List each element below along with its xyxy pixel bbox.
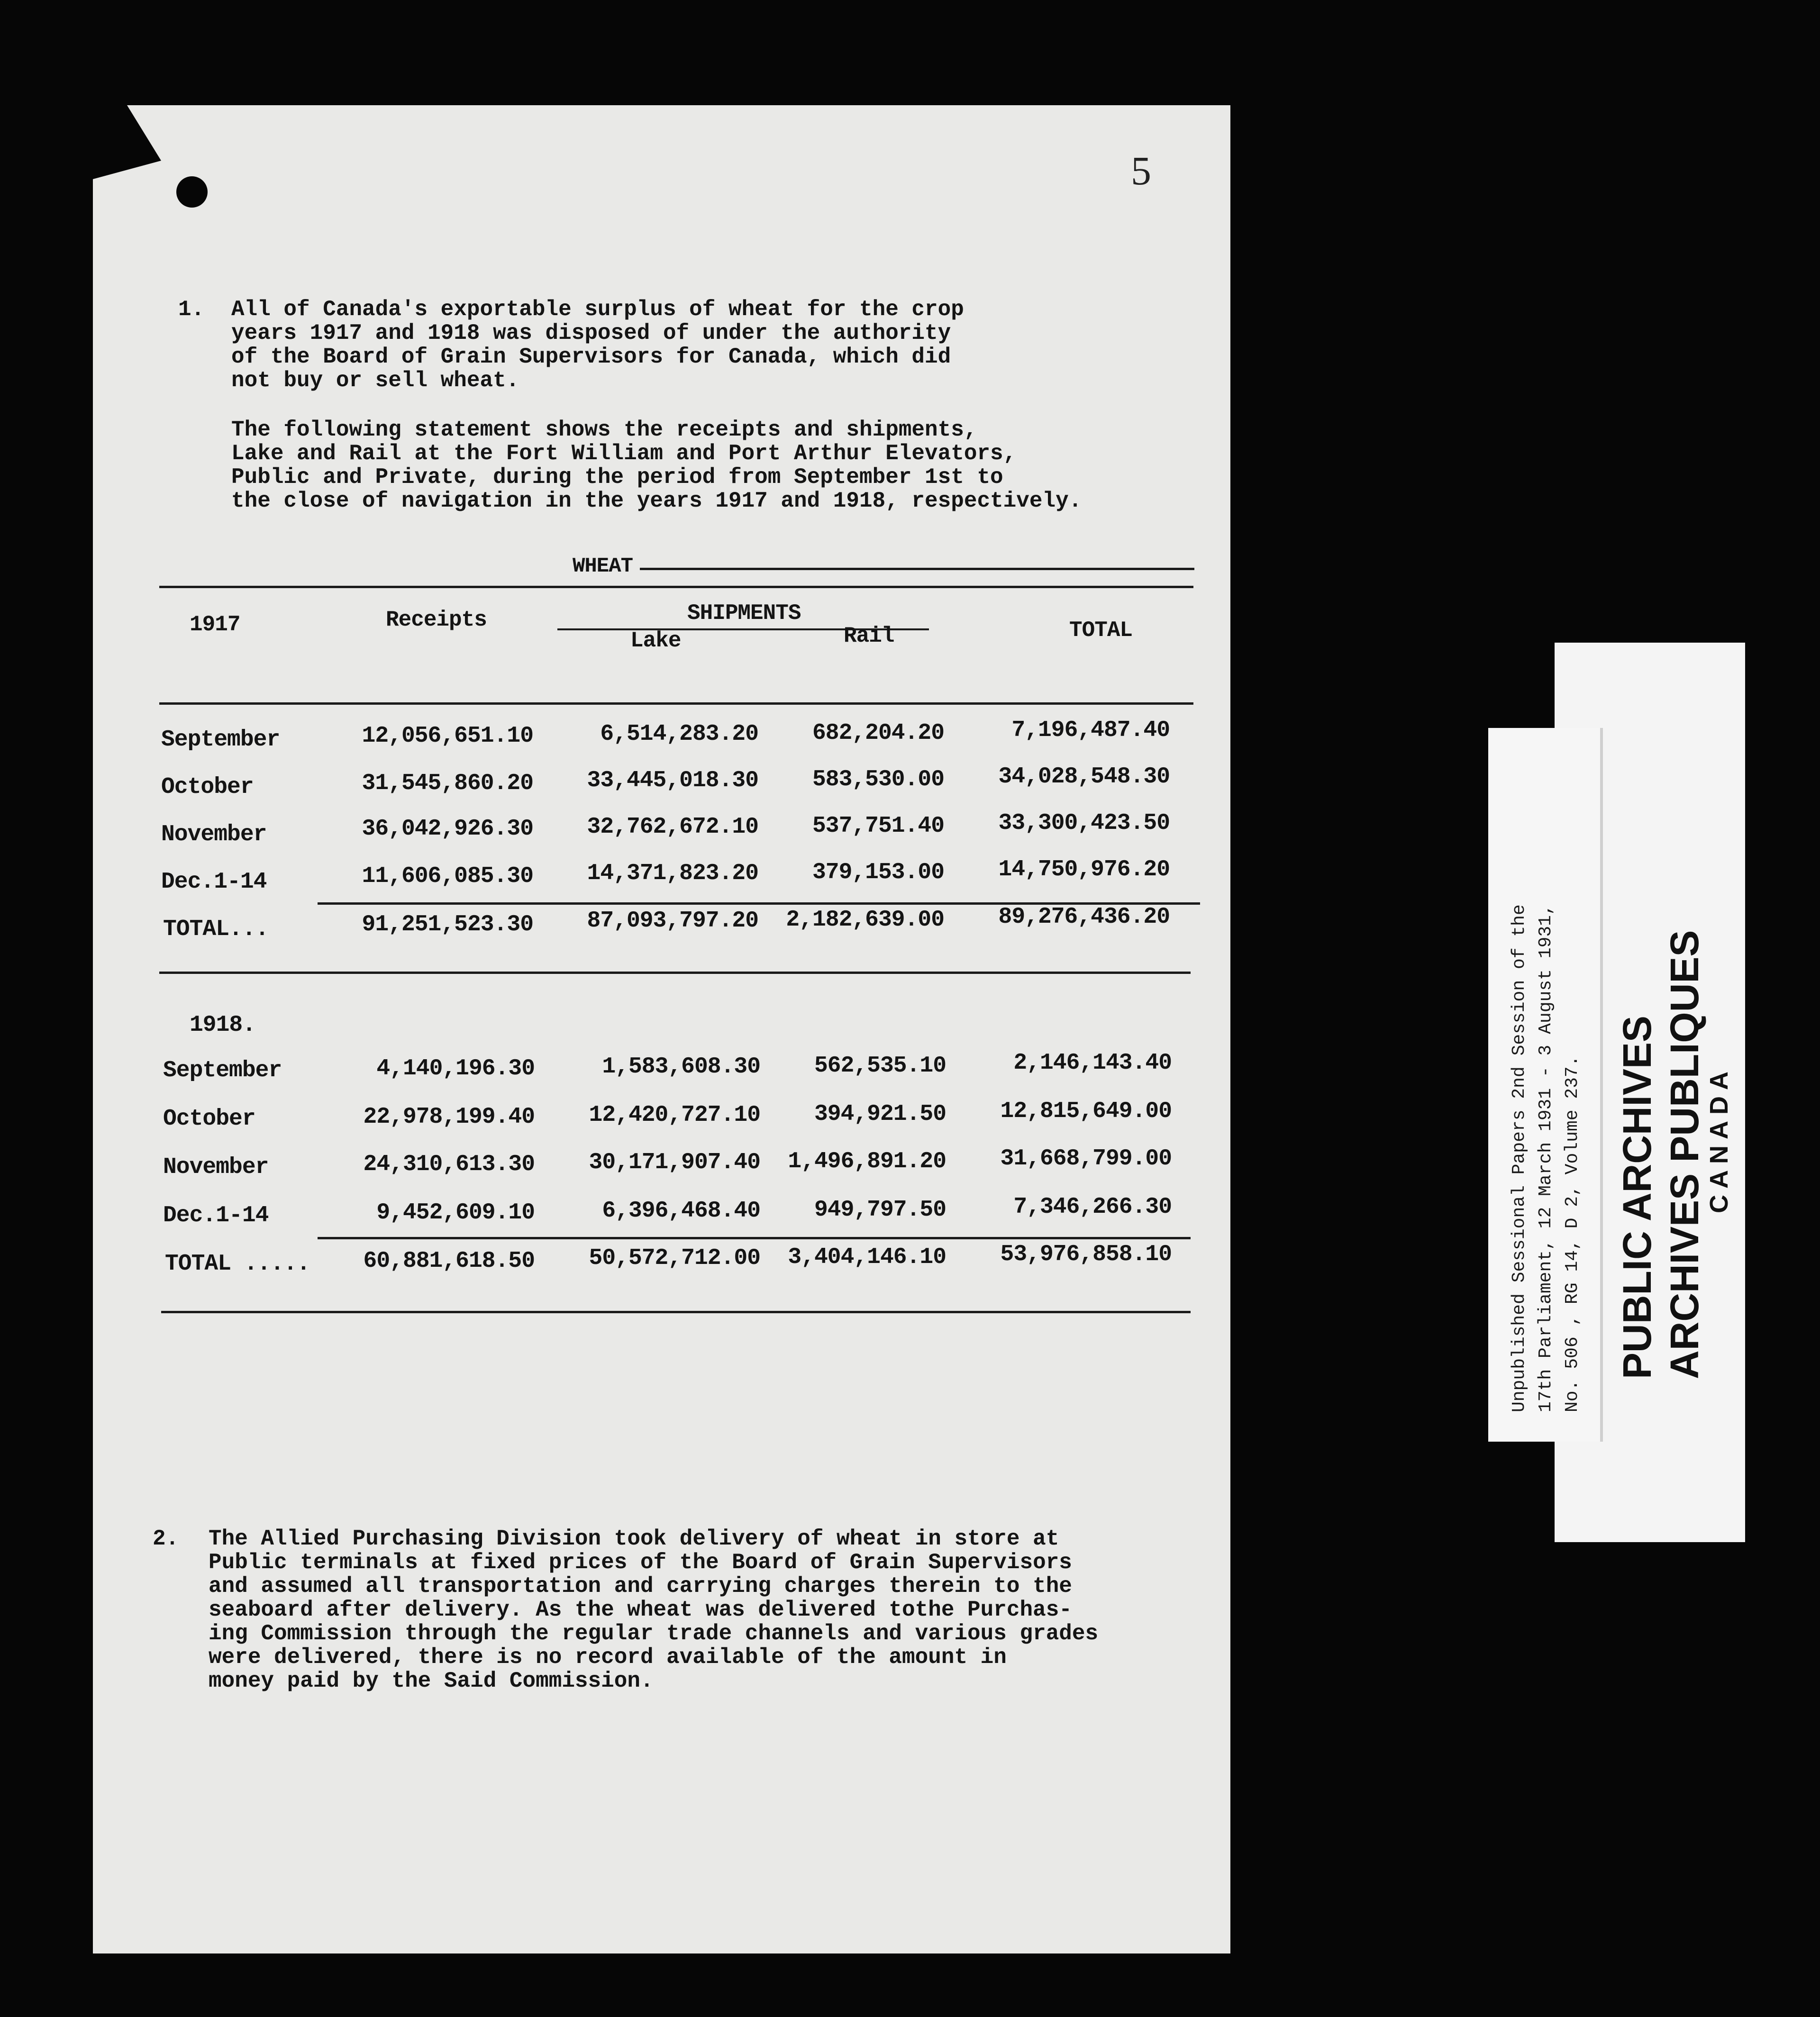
lake-value: 12,420,727.10 [589, 1102, 760, 1128]
rail-value: 562,535.10 [814, 1053, 946, 1079]
lake-value: 87,093,797.20 [587, 908, 758, 934]
receipts-value: 9,452,609.10 [376, 1200, 535, 1226]
rail-value: 379,153.00 [812, 860, 944, 885]
shipments-header: SHIPMENTS [687, 601, 801, 626]
row-label: November [163, 1154, 269, 1180]
total-header: TOTAL [1069, 618, 1133, 643]
lake-value: 33,445,018.30 [587, 768, 758, 793]
lake-value: 32,762,672.10 [587, 814, 758, 840]
paragraph-2-number: 2. [153, 1526, 179, 1551]
canada-line: C A N A D A [1705, 1072, 1733, 1213]
lake-value: 50,572,712.00 [589, 1245, 760, 1271]
public-archives-line: PUBLIC ARCHIVES [1615, 1016, 1659, 1379]
total-value: 12,815,649.00 [1000, 1099, 1172, 1124]
rail-value: 2,182,639.00 [786, 907, 944, 933]
receipts-value: 12,056,651.10 [362, 723, 533, 749]
receipts-value: 11,606,085.30 [362, 863, 533, 889]
rail-header: Rail [844, 624, 894, 648]
total-value: 53,976,858.10 [1000, 1242, 1172, 1267]
lake-value: 6,514,283.20 [600, 721, 758, 747]
rail-value: 583,530.00 [812, 767, 944, 792]
year-header-1918: 1918. [190, 1012, 256, 1038]
row-label: Dec.1-14 [163, 1203, 269, 1228]
rail-value: 1,496,891.20 [788, 1149, 946, 1174]
total-value: 7,196,487.40 [1011, 718, 1170, 743]
row-label: November [161, 822, 267, 847]
row-label: TOTAL... [163, 917, 269, 942]
receipts-value: 91,251,523.30 [362, 912, 533, 937]
lake-value: 30,171,907.40 [589, 1150, 760, 1175]
statement-text: The following statement shows the receipts and shipments, Lake and Rail at the Fort William and Port Arthur Elevators, Public and Private, during the period from September 1st to the close of navigation in the years 1917 and 1918, respectively. [231, 418, 1082, 513]
card-tab [1555, 1448, 1745, 1542]
row-label: Dec.1-14 [161, 869, 267, 895]
header-bottom-rule [159, 702, 1193, 705]
archives-publiques-line: ARCHIVES PUBLIQUES [1662, 930, 1707, 1379]
row-label: October [161, 774, 254, 800]
total-value: 2,146,143.40 [1013, 1050, 1172, 1076]
lake-value: 14,371,823.20 [587, 861, 758, 886]
paragraph-1 [178, 297, 1179, 393]
total-value: 34,028,548.30 [998, 764, 1170, 790]
archive-reference-line-3: No. 506 , RG 14, D 2, Volume 237. [1562, 1055, 1583, 1412]
punch-hole [176, 176, 208, 208]
receipts-value: 22,978,199.40 [363, 1104, 535, 1130]
row-label: September [161, 727, 280, 753]
section-divider [159, 972, 1191, 974]
table-title: WHEAT [573, 554, 633, 578]
paragraph-1-number: 1. [178, 297, 205, 322]
year-header-1917: 1917 [190, 612, 240, 637]
receipts-value: 24,310,613.30 [363, 1152, 535, 1177]
total-value: 7,346,266.30 [1013, 1194, 1172, 1220]
paragraph-2 [153, 1526, 1228, 1693]
archive-reference-line-1: Unpublished Sessional Papers 2nd Session of the [1509, 904, 1529, 1412]
rail-value: 537,751.40 [812, 813, 944, 839]
rail-value: 3,404,146.10 [788, 1245, 946, 1270]
paragraph-1-text: All of Canada's exportable surplus of wheat for the crop years 1917 and 1918 was disposed of under the authority of the Board of Grain Supervisors for Canada, which did not buy or sell wheat. [231, 297, 964, 393]
receipts-value: 36,042,926.30 [362, 816, 533, 842]
lake-header: Lake [630, 628, 681, 653]
receipts-value: 60,881,618.50 [363, 1248, 535, 1274]
rail-value: 949,797.50 [814, 1197, 946, 1223]
receipts-header: Receipts [386, 608, 487, 632]
page-number: 5 [1131, 148, 1151, 193]
receipts-value: 4,140,196.30 [376, 1056, 535, 1081]
table-top-rule [159, 586, 1193, 588]
lake-value: 1,583,608.30 [602, 1054, 760, 1080]
row-label: September [163, 1058, 282, 1083]
table-bottom-rule [161, 1311, 1191, 1313]
total-value: 33,300,423.50 [998, 810, 1170, 836]
row-label: October [163, 1106, 255, 1132]
subtotal-rule-1918 [318, 1237, 1191, 1239]
receipts-value: 31,545,860.20 [362, 771, 533, 796]
rail-value: 682,204.20 [812, 720, 944, 746]
lake-value: 6,396,468.40 [602, 1198, 760, 1224]
archive-reference-line-2: 17th Parliament, 12 March 1931 - 3 August 1931, [1536, 904, 1556, 1412]
row-label: TOTAL ..... [165, 1251, 310, 1277]
rail-value: 394,921.50 [814, 1101, 946, 1127]
paragraph-2-text: The Allied Purchasing Division took delivery of wheat in store at Public terminals at fixed prices of the Board of Grain Supervisors and assumed all transportation and carrying charges therein to the seaboard after delivery. As the wheat was delivered tothe Purchas- ing Commission through the regular trade channels and various grades were delivered, there is no record available of the amount in money paid by the Said Commission. [209, 1526, 1099, 1693]
total-value: 14,750,976.20 [998, 857, 1170, 882]
statement-paragraph [231, 418, 1227, 513]
total-value: 31,668,799.00 [1000, 1146, 1172, 1172]
title-rule [640, 568, 1194, 570]
total-value: 89,276,436.20 [998, 904, 1170, 930]
